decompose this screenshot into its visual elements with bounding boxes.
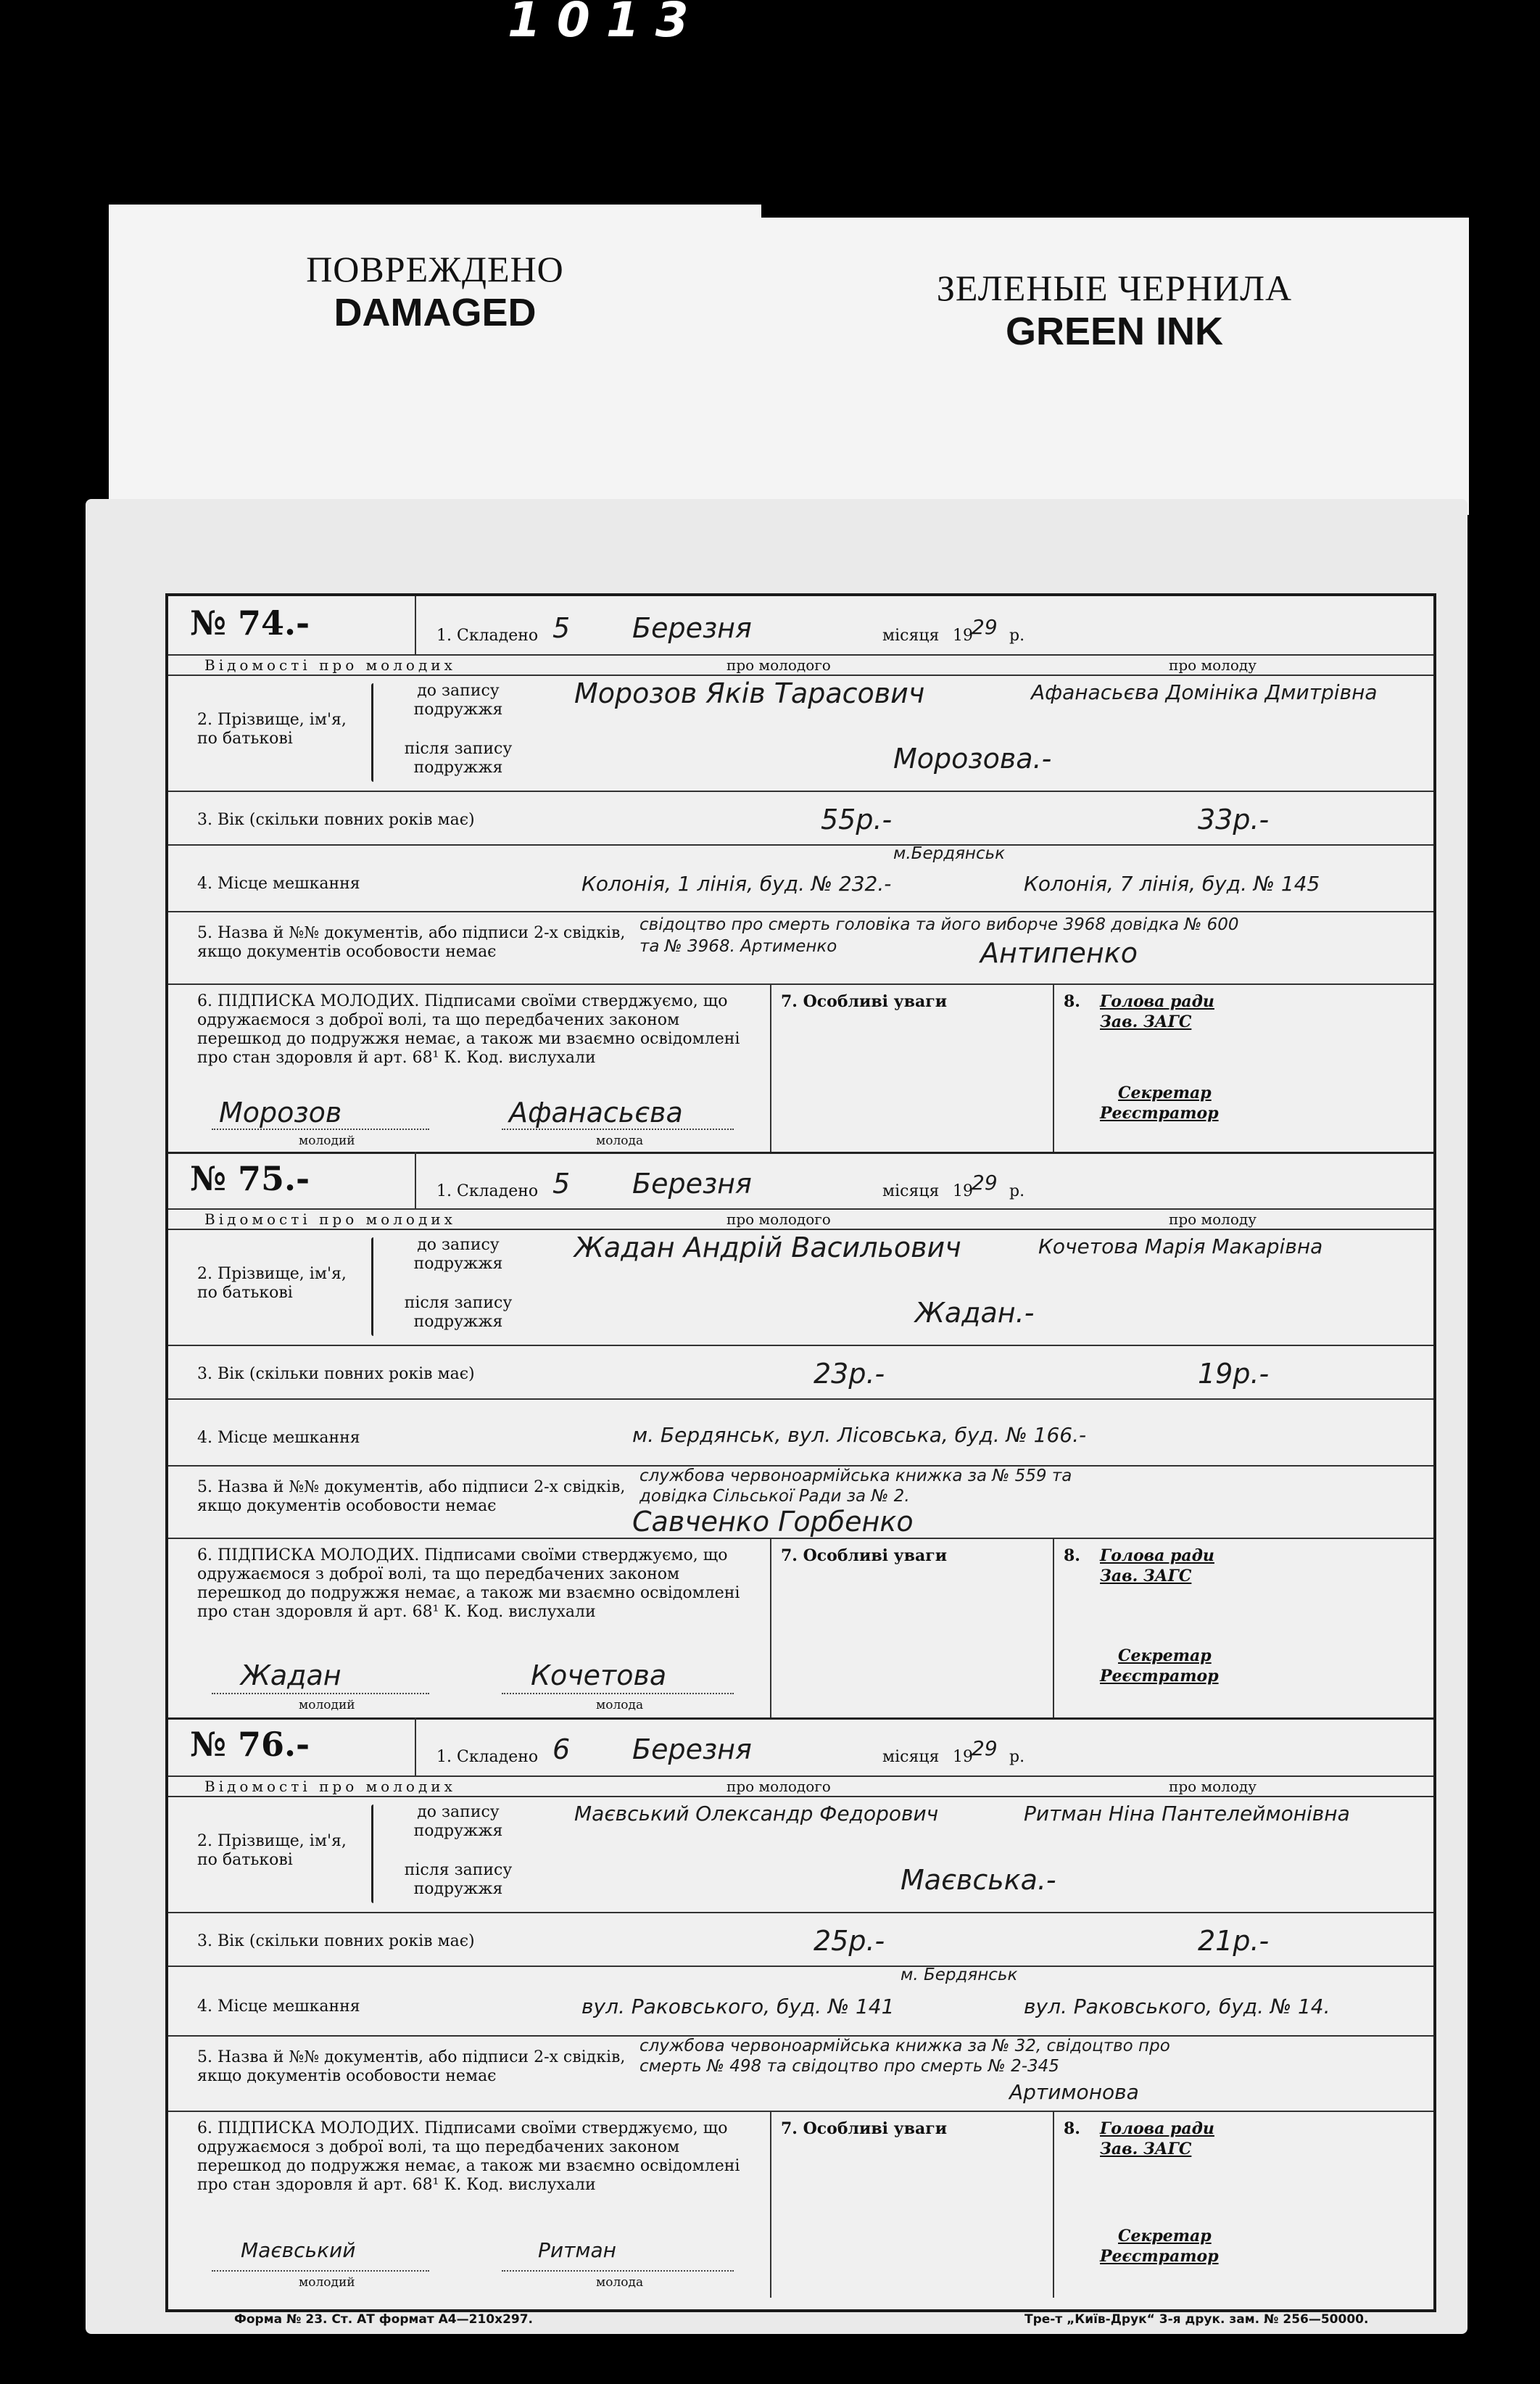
groom-signature: Морозов (219, 1097, 342, 1129)
entry-year: 29 (972, 615, 998, 639)
entry-number: № 75.- (190, 1159, 310, 1198)
groom-caption: молодий (299, 2275, 355, 2290)
name-after-label: після запису подружжя (404, 1294, 513, 1331)
secretary-label: Секретар (1118, 1646, 1212, 1665)
consent-text: 6. ПІДПИСКА МОЛОДИХ. Підписами своїми стверджуємо, що одружаємося з доброї волі, та що передбачених законом перешкод до подружжя немає, а також ми взаємно освідомлені про стан здоровля й арт. 68¹ К. Код. вислухали (197, 1546, 740, 1621)
entry-header-row (168, 596, 1433, 656)
month-label: місяця (882, 627, 940, 645)
marriage-register-form (165, 593, 1436, 2312)
entry-header-row (168, 1717, 1433, 1777)
year-prefix: 19 (953, 1748, 973, 1766)
name-row (168, 1796, 1433, 1913)
bride-signature: Ритман (538, 2238, 616, 2262)
archive-number: 1013 (508, 0, 705, 48)
groom-name: Морозов Яків Тарасович (574, 677, 925, 709)
registrar-label: Реєстратор (1100, 2247, 1219, 2266)
info-header: Відомості про молодих (204, 656, 456, 674)
documents-question: 5. Назва й №№ документів, або підписи 2-х свідків, якщо документів особовости немає (197, 1478, 626, 1515)
groom-residence: Колонія, 1 лінія, буд. № 232.- (581, 872, 892, 896)
residence-question: 4. Місце мешкання (197, 1429, 360, 1447)
footer-form-info: Форма № 23. Ст. АТ формат А4—210х297. (234, 2312, 534, 2327)
bride-name-after: Жадан.- (915, 1297, 1035, 1329)
age-question: 3. Вік (скільки повних років має) (197, 1932, 475, 1950)
groom-residence: вул. Раковського, буд. № 141 (581, 1995, 895, 2018)
documents-row (168, 911, 1433, 985)
year-prefix: 19 (953, 1182, 973, 1200)
consent-text: 6. ПІДПИСКА МОЛОДИХ. Підписами своїми стверджуємо, що одружаємося з доброї волі, та що передбачених законом перешкод до подружжя немає, а також ми взаємно освідомлені про стан здоровля й арт. 68¹ К. Код. вислухали (197, 992, 740, 1067)
column-header-row (168, 1775, 1433, 1797)
bride-signature: Афанасьєва (509, 1097, 683, 1129)
bride-age: 33р.- (1198, 804, 1270, 836)
documents-line-2: та № 3968. Артименко (639, 937, 837, 956)
signature-row (168, 983, 1433, 1154)
bride-residence: Колонія, 7 лінія, буд. № 145 (1024, 872, 1320, 896)
column-header-row (168, 1208, 1433, 1230)
groom-signature: Маєвський (241, 2238, 356, 2262)
bride-caption: молода (596, 1134, 644, 1148)
groom-caption: молодий (299, 1134, 355, 1148)
bride-age: 21р.- (1198, 1925, 1270, 1957)
documents-line-1: службова червоноармійська книжка за № 32, свідоцтво про (639, 2037, 1170, 2055)
entry-month: Березня (632, 1168, 752, 1200)
entry-month: Березня (632, 1733, 752, 1765)
year-prefix: 19 (953, 627, 973, 645)
residence-row (168, 1966, 1433, 2037)
green-ink-label-ru: ЗЕЛЕНЫЕ ЧЕРНИЛА (936, 268, 1293, 308)
age-question: 3. Вік (скільки повних років має) (197, 1365, 475, 1383)
groom-caption: молодий (299, 1698, 355, 1712)
entry-year: 29 (972, 1736, 998, 1760)
name-question: 2. Прізвище, ім'я, по батькові (197, 1832, 347, 1869)
year-suffix: р. (1009, 1182, 1025, 1200)
damaged-label-en: DAMAGED (334, 291, 537, 334)
residence-row (168, 844, 1433, 912)
bride-caption: молода (596, 1698, 644, 1712)
name-question: 2. Прізвище, ім'я, по батькові (197, 1265, 347, 1302)
groom-header: про молодого (726, 1778, 831, 1795)
groom-residence: м. Бердянськ, вул. Лісовська, буд. № 166.- (632, 1423, 1087, 1447)
marriage-entry (168, 1717, 1433, 2298)
bride-name: Ритман Ніна Пантелеймонівна (1024, 1802, 1350, 1826)
name-question: 2. Прізвище, ім'я, по батькові (197, 711, 347, 748)
month-label: місяця (882, 1748, 940, 1766)
witness-name: Савченко Горбенко (632, 1506, 914, 1538)
secretary-label: Секретар (1118, 2227, 1212, 2245)
registrar-label: Реєстратор (1100, 1104, 1219, 1123)
special-notes-label: 7. Особливі уваги (781, 2119, 948, 2138)
marriage-entry (168, 1152, 1433, 1717)
entry-year: 29 (972, 1171, 998, 1195)
info-header: Відомості про молодих (204, 1210, 456, 1228)
groom-name: Жадан Андрій Васильович (574, 1232, 961, 1263)
residence-note: м. Бердянськ (901, 1966, 1018, 1984)
residence-note: м.Бердянськ (893, 844, 1006, 863)
entry-number: № 74.- (190, 603, 310, 643)
signature-row (168, 1538, 1433, 1720)
official-number: 8. (1064, 2119, 1080, 2138)
name-before-label: до запису подружжя (413, 1803, 503, 1840)
groom-name: Маєвський Олександр Федорович (574, 1802, 939, 1826)
groom-signature: Жадан (241, 1659, 341, 1691)
name-row (168, 675, 1433, 792)
bride-header: про молоду (1169, 1210, 1257, 1228)
zags-label: Зав. ЗАГС (1100, 2140, 1192, 2158)
age-row (168, 1345, 1433, 1400)
registrar-label: Реєстратор (1100, 1667, 1219, 1686)
groom-age: 23р.- (814, 1358, 885, 1390)
bride-caption: молода (596, 2275, 644, 2290)
witness-name: Антипенко (980, 937, 1138, 969)
year-suffix: р. (1009, 627, 1025, 645)
name-before-label: до запису подружжя (413, 1236, 503, 1273)
witness-name: Артимонова (1009, 2080, 1139, 2104)
entry-day: 6 (552, 1733, 571, 1765)
entry-day: 5 (552, 612, 571, 644)
groom-age: 25р.- (814, 1925, 885, 1957)
entry-day: 5 (552, 1168, 571, 1200)
composed-label: 1. Складено (436, 1748, 539, 1766)
age-question: 3. Вік (скільки повних років має) (197, 811, 475, 829)
marriage-entry (168, 596, 1433, 1152)
special-notes-label: 7. Особливі уваги (781, 1546, 948, 1565)
documents-row (168, 2035, 1433, 2112)
footer-printer-info: Тре-т „Київ-Друк“ 3-я друк. зам. № 256—50000. (1024, 2312, 1369, 2327)
bride-header: про молоду (1169, 656, 1257, 674)
documents-line-1: свідоцтво про смерть головіка та його виборче 3968 довідка № 600 (639, 915, 1239, 934)
documents-row (168, 1465, 1433, 1539)
documents-question: 5. Назва й №№ документів, або підписи 2-х свідків, якщо документів особовости немає (197, 2048, 626, 2085)
documents-line-2: довідка Сільської Ради за № 2. (639, 1487, 910, 1506)
bride-name: Афанасьєва Домініка Дмитрівна (1031, 680, 1378, 704)
age-row (168, 791, 1433, 846)
damaged-label (109, 205, 761, 524)
official-number: 8. (1064, 992, 1080, 1011)
head-label: Голова ради (1100, 2119, 1214, 2138)
bride-header: про молоду (1169, 1778, 1257, 1795)
month-label: місяця (882, 1182, 940, 1200)
bride-age: 19р.- (1198, 1358, 1270, 1390)
groom-age: 55р.- (821, 804, 893, 836)
name-after-label: після запису подружжя (404, 1861, 513, 1898)
zags-label: Зав. ЗАГС (1100, 1012, 1192, 1031)
info-header: Відомості про молодих (204, 1778, 456, 1795)
bride-residence: вул. Раковського, буд. № 14. (1024, 1995, 1330, 2018)
bride-name-after: Маєвська.- (901, 1864, 1056, 1896)
composed-label: 1. Складено (436, 1182, 539, 1200)
head-label: Голова ради (1100, 1546, 1214, 1565)
documents-line-1: службова червоноармійська книжка за № 559 та (639, 1467, 1072, 1485)
residence-question: 4. Місце мешкання (197, 875, 360, 893)
head-label: Голова ради (1100, 992, 1214, 1011)
documents-line-2: смерть № 498 та свідоцтво про смерть № 2-345 (639, 2057, 1059, 2076)
official-number: 8. (1064, 1546, 1080, 1565)
residence-question: 4. Місце мешкання (197, 1997, 360, 2016)
residence-row (168, 1398, 1433, 1467)
entry-number: № 76.- (190, 1725, 310, 1764)
column-header-row (168, 654, 1433, 676)
name-row (168, 1229, 1433, 1346)
composed-label: 1. Складено (436, 627, 539, 645)
groom-header: про молодого (726, 656, 831, 674)
bride-signature: Кочетова (531, 1659, 667, 1691)
consent-text: 6. ПІДПИСКА МОЛОДИХ. Підписами своїми стверджуємо, що одружаємося з доброї волі, та що передбачених законом перешкод до подружжя немає, а також ми взаємно освідомлені про стан здоровля й арт. 68¹ К. Код. вислухали (197, 2119, 740, 2194)
age-row (168, 1912, 1433, 1967)
signature-row (168, 2111, 1433, 2298)
entry-month: Березня (632, 612, 752, 644)
secretary-label: Секретар (1118, 1084, 1212, 1102)
special-notes-label: 7. Особливі уваги (781, 992, 948, 1011)
green-ink-label-en: GREEN INK (1005, 310, 1224, 353)
green-ink-label (760, 218, 1469, 515)
damaged-label-ru: ПОВРЕЖДЕНО (306, 249, 564, 289)
groom-header: про молодого (726, 1210, 831, 1228)
name-before-label: до запису подружжя (413, 682, 503, 719)
name-after-label: після запису подружжя (404, 740, 513, 777)
documents-question: 5. Назва й №№ документів, або підписи 2-х свідків, якщо документів особовости немає (197, 924, 626, 961)
register-page (86, 499, 1467, 2334)
zags-label: Зав. ЗАГС (1100, 1567, 1192, 1585)
bride-name-after: Морозова.- (893, 743, 1052, 775)
bride-name: Кочетова Марія Макарівна (1038, 1234, 1323, 1258)
entry-header-row (168, 1152, 1433, 1210)
year-suffix: р. (1009, 1748, 1025, 1766)
